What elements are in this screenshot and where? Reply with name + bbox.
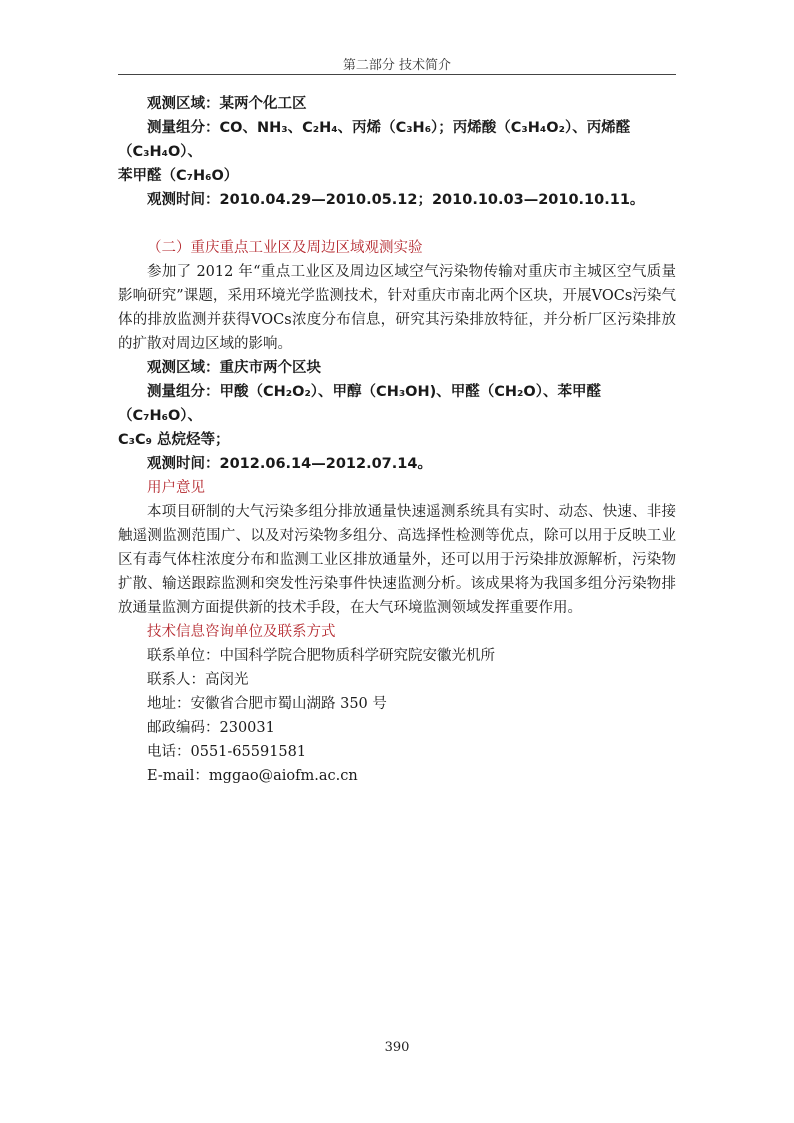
- s1-time-label: 观测时间：: [147, 192, 220, 208]
- page-header: 第二部分 技术简介: [342, 58, 452, 73]
- s2-area-line: [118, 356, 676, 380]
- s1-components-line-2: 苯甲醛（C₇H₆O）: [118, 168, 239, 184]
- s2-heading: （二）重庆重点工业区及周边区域观测实验: [147, 240, 423, 256]
- s2-comp-label: 测量组分：: [147, 384, 220, 400]
- s1-area-line: [118, 92, 676, 116]
- header-divider: [118, 74, 676, 75]
- s1-time-line: [118, 188, 676, 212]
- section-spacer: [118, 212, 676, 236]
- user-opinion-heading: 用户意见: [147, 480, 205, 496]
- s1-time-value: 2010.04.29—2010.05.12；2010.10.03—2010.10.11。: [219, 192, 645, 208]
- s2-area-value: 重庆市两个区块: [219, 360, 321, 376]
- s2-components-line-2: C₃C₉ 总烷烃等；: [118, 432, 230, 448]
- s2-time-value: 2012.06.14—2012.07.14。: [219, 456, 432, 472]
- s1-area-value: 某两个化工区: [219, 96, 307, 112]
- s2-area-label: 观测区域：: [147, 360, 220, 376]
- page-content: [118, 92, 676, 788]
- contact-address: 地址：安徽省合肥市蜀山湖路 350 号: [147, 696, 387, 712]
- user-opinion-paragraph: 本项目研制的大气污染多组分排放通量快速遥测系统具有实时、动态、快速、非接触遥测监测范围广、以及对污染物多组分、高选择性检测等优点，除可以用于反映工业区有毒气体柱浓度分布和监测工业区排放通量外，还可以用于污染排放源解析，污染物扩散、输送跟踪监测和突发性污染事件快速监测分析。该成果将为我国多组分污染物排放通量监测方面提供新的技术手段，在大气环境监测领域发挥重要作用。: [118, 504, 676, 616]
- contact-unit: 联系单位：中国科学院合肥物质科学研究院安徽光机所: [147, 648, 495, 664]
- s2-components-line: [118, 380, 676, 428]
- contact-postcode: 邮政编码：230031: [147, 720, 275, 736]
- page-number: 390: [384, 1040, 410, 1055]
- s1-area-label: 观测区域：: [147, 96, 220, 112]
- contact-person: 联系人：高闵光: [147, 672, 249, 688]
- s1-comp-value-1: CO、NH₃、C₂H₄、丙烯（C₃H₆）；丙烯酸（C₃H₄O₂）、丙烯醛（C₃H₄O）、: [118, 120, 631, 160]
- contact-phone: 电话：0551-65591581: [147, 744, 307, 760]
- contact-heading: 技术信息咨询单位及联系方式: [147, 624, 336, 640]
- s2-time-label: 观测时间：: [147, 456, 220, 472]
- s2-paragraph: 参加了 2012 年“重点工业区及周边区域空气污染物传输对重庆市主城区空气质量影响研究”课题，采用环境光学监测技术，针对重庆市南北两个区块，开展VOCs污染气体的排放监测并获得VOCs浓度分布信息，研究其污染排放特征，并分析厂区污染排放的扩散对周边区域的影响。: [118, 264, 676, 352]
- s2-time-line: [118, 452, 676, 476]
- s1-comp-label: 测量组分：: [147, 120, 220, 136]
- s2-comp-value-1: 甲酸（CH₂O₂）、甲醇（CH₃OH)、甲醛（CH₂O）、苯甲醛（C₇H₆O）、: [118, 384, 601, 424]
- contact-email: E-mail：mggao@aiofm.ac.cn: [147, 768, 358, 784]
- s1-components-line: [118, 116, 676, 164]
